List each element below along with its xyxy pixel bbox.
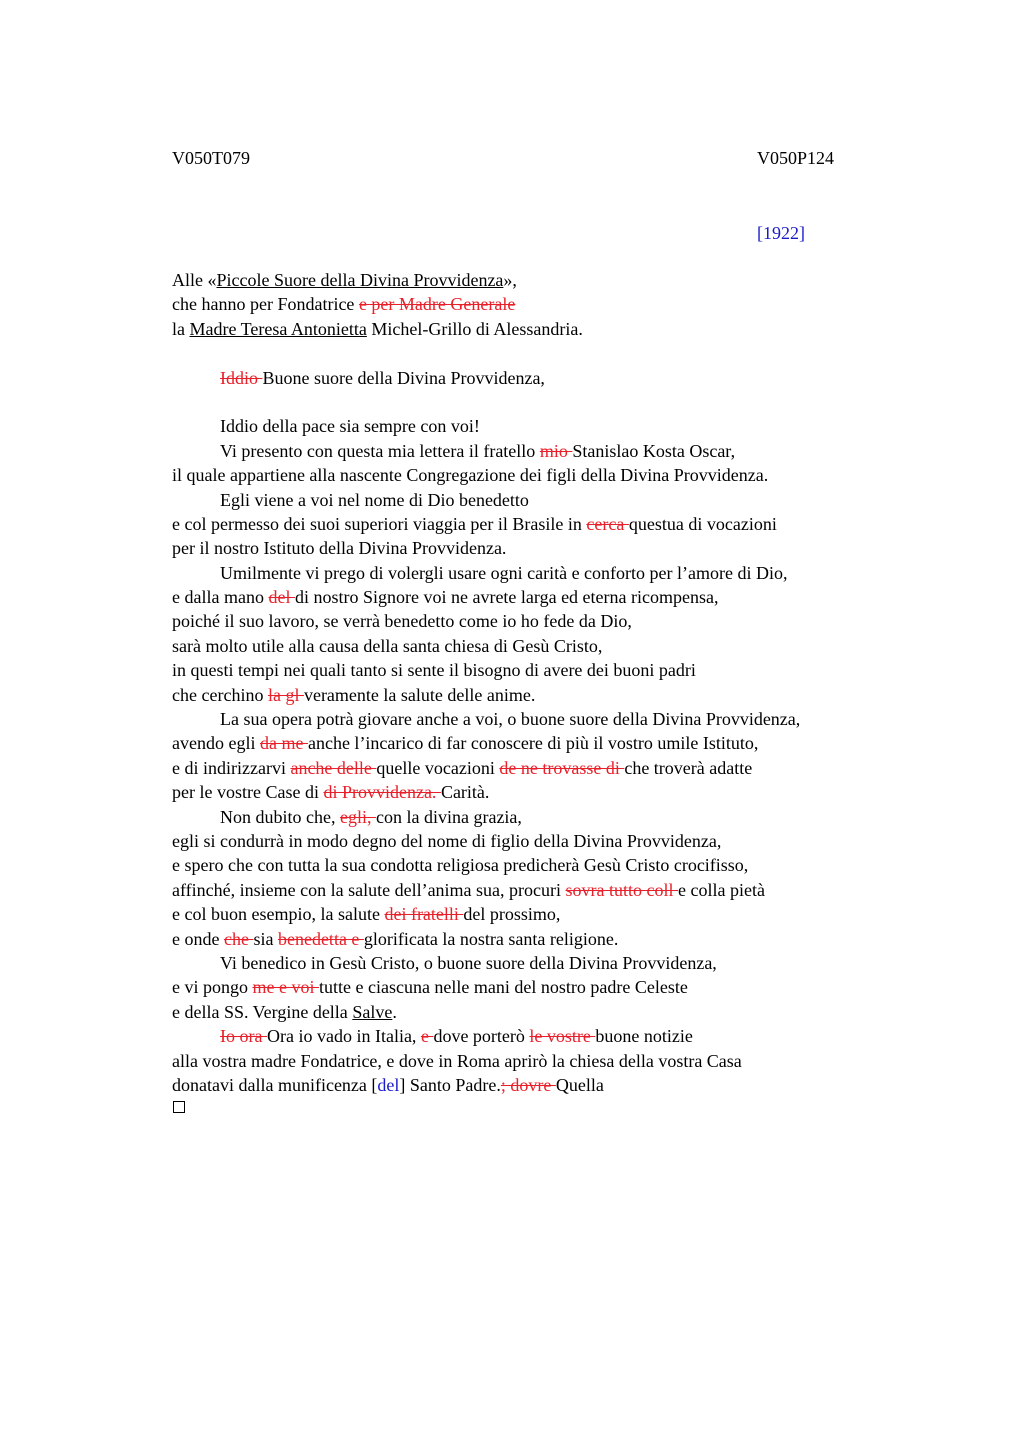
deleted-text: la gl xyxy=(267,684,304,705)
text-line xyxy=(172,268,972,292)
text-segment: », xyxy=(503,270,517,290)
text-line xyxy=(172,1000,972,1024)
text-segment: donatavi dalla munificenza [ xyxy=(172,1074,378,1095)
date-bracket-open: [ xyxy=(757,223,763,243)
deleted-text: me e voi xyxy=(252,977,319,998)
text-segment: Buone suore della Divina Provvidenza, xyxy=(262,367,545,388)
text-line xyxy=(172,951,972,975)
text-segment: Vi benedico in Gesù Cristo, o buone suore della Divina Provvidenza, xyxy=(220,952,717,973)
text-segment: con la divina grazia, xyxy=(375,806,522,827)
text-line xyxy=(172,780,972,804)
text-segment: che troverà adatte xyxy=(624,757,753,778)
text-segment: Vi presento con questa mia lettera il fratello xyxy=(220,440,540,461)
text-segment: che cerchino xyxy=(172,684,268,705)
text-segment: Alle « xyxy=(172,270,217,290)
underlined-text: Piccole Suore della Divina Provvidenza xyxy=(216,270,504,290)
text-line xyxy=(172,585,972,609)
text-segment: sia xyxy=(253,928,278,949)
document-code-left: V050T079 xyxy=(172,148,250,168)
letter-date xyxy=(757,221,805,245)
text-line xyxy=(172,829,972,853)
text-line xyxy=(172,634,972,658)
deleted-text: del xyxy=(268,587,295,608)
text-line xyxy=(172,561,972,585)
text-segment: e vi pongo xyxy=(172,977,253,998)
text-line xyxy=(172,756,972,780)
text-segment: del prossimo, xyxy=(463,904,561,925)
text-segment: e spero che con tutta la sua condotta religiosa predicherà Gesù Cristo crocifisso, xyxy=(172,855,749,876)
text-line xyxy=(172,731,972,755)
text-line xyxy=(172,488,972,512)
text-line xyxy=(172,439,972,463)
deleted-text: sovra tutto coll xyxy=(565,879,679,900)
deleted-text: benedetta e xyxy=(277,928,364,949)
text-line xyxy=(172,707,972,731)
underlined-text: Salve xyxy=(352,1001,393,1022)
text-segment: che hanno per Fondatrice xyxy=(172,294,359,315)
text-segment: La sua opera potrà giovare anche a voi, o buone suore della Divina Provvidenza, xyxy=(220,709,801,730)
text-line xyxy=(172,536,972,560)
underlined-text: Madre Teresa Antonietta xyxy=(189,318,367,339)
text-line xyxy=(172,902,972,926)
deleted-text: dei fratelli xyxy=(384,904,464,925)
text-segment: Egli viene a voi nel nome di Dio benedetto xyxy=(220,489,529,510)
text-segment: e col buon esempio, la salute xyxy=(172,904,385,925)
text-segment: in questi tempi nei quali tanto si sente il bisogno di avere dei buoni padri xyxy=(172,660,696,681)
blank-line xyxy=(172,390,972,414)
text-segment: questua di vocazioni xyxy=(628,513,777,534)
text-segment: e col permesso dei suoi superiori viaggia per il Brasile in xyxy=(172,513,587,534)
text-segment: e onde xyxy=(172,928,224,949)
deleted-text: Iddio xyxy=(220,367,263,388)
letter-body xyxy=(172,268,972,1097)
text-line xyxy=(172,366,972,390)
deleted-text: de ne trovasse di xyxy=(499,757,625,778)
text-segment: Iddio della pace sia sempre con voi! xyxy=(220,416,480,437)
text-segment: Michel-Grillo di Alessandria. xyxy=(366,318,583,339)
text-segment: anche l’incarico di far conoscere di più il vostro umile Istituto, xyxy=(307,733,759,754)
text-segment: quelle vocazioni xyxy=(376,757,500,778)
deleted-text: mio xyxy=(539,440,573,461)
date-bracket-close: ] xyxy=(799,223,805,243)
text-line xyxy=(172,1024,972,1048)
text-segment: per le vostre Case di xyxy=(172,782,324,803)
text-segment: Umilmente vi prego di volergli usare ogni carità e conforto per l’amore di Dio, xyxy=(220,562,788,583)
deleted-text: che xyxy=(223,928,254,949)
document-code-right: V050P124 xyxy=(757,148,835,168)
deleted-text: egli, xyxy=(339,806,376,827)
text-segment: il quale appartiene alla nascente Congregazione dei figli della Divina Provvidenza. xyxy=(172,465,769,486)
text-segment: Quella xyxy=(555,1074,604,1095)
text-line xyxy=(172,512,972,536)
editor-insertion: del xyxy=(377,1074,400,1095)
text-segment: affinché, insieme con la salute dell’anima sua, procuri xyxy=(172,879,566,900)
text-segment: Non dubito che, xyxy=(220,806,340,827)
text-line xyxy=(172,292,972,316)
text-segment: tutte e ciascuna nelle mani del nostro padre Celeste xyxy=(318,977,688,998)
text-line xyxy=(172,878,972,902)
text-segment: e della SS. Vergine della xyxy=(172,1001,353,1022)
text-line xyxy=(172,927,972,951)
end-box-icon xyxy=(173,1101,185,1113)
deleted-text: da me xyxy=(259,733,308,754)
text-segment: Stanislao Kosta Oscar, xyxy=(572,440,736,461)
text-line xyxy=(172,609,972,633)
text-segment: e dalla mano xyxy=(172,587,269,608)
text-segment: egli si condurrà in modo degno del nome di figlio della Divina Provvidenza, xyxy=(172,830,722,851)
text-segment: avendo egli xyxy=(172,733,260,754)
text-line xyxy=(172,853,972,877)
deleted-text: e per Madre Generale xyxy=(358,294,516,315)
blank-line xyxy=(172,341,972,365)
text-line xyxy=(172,317,972,341)
text-segment: e di indirizzarvi xyxy=(172,757,291,778)
text-line xyxy=(172,1073,972,1097)
text-line xyxy=(172,1049,972,1073)
text-segment: glorificata la nostra santa religione. xyxy=(363,928,619,949)
text-segment: Ora io vado in Italia, xyxy=(266,1026,421,1047)
text-segment: poiché il suo lavoro, se verrà benedetto come io ho fede da Dio, xyxy=(172,611,632,632)
date-year: 1922 xyxy=(763,223,799,243)
deleted-text: Io ora xyxy=(220,1026,267,1047)
text-line xyxy=(172,658,972,682)
text-segment: alla vostra madre Fondatrice, e dove in Roma aprirò la chiesa della vostra Casa xyxy=(172,1050,742,1071)
deleted-text: ; dovre xyxy=(500,1074,556,1095)
text-segment: per il nostro Istituto della Divina Provvidenza. xyxy=(172,538,507,559)
deleted-text: e xyxy=(420,1026,434,1047)
text-segment: Carità. xyxy=(440,782,490,803)
text-segment: buone notizie xyxy=(595,1026,693,1047)
text-line xyxy=(172,414,972,438)
text-segment: . xyxy=(392,1001,397,1022)
text-segment: dove porterò xyxy=(433,1026,530,1047)
deleted-text: le vostre xyxy=(529,1026,596,1047)
text-segment: di nostro Signore voi ne avrete larga ed eterna ricompensa, xyxy=(294,587,719,608)
text-segment: sarà molto utile alla causa della santa chiesa di Gesù Cristo, xyxy=(172,635,603,656)
text-segment: e colla pietà xyxy=(678,879,765,900)
deleted-text: di Provvidenza. xyxy=(323,782,441,803)
text-segment: la xyxy=(172,318,190,339)
text-segment: ] Santo Padre. xyxy=(399,1074,501,1095)
text-line xyxy=(172,683,972,707)
deleted-text: cerca xyxy=(586,513,629,534)
text-line xyxy=(172,805,972,829)
text-line xyxy=(172,463,972,487)
deleted-text: anche delle xyxy=(290,757,377,778)
text-segment: veramente la salute delle anime. xyxy=(303,684,536,705)
text-line xyxy=(172,975,972,999)
